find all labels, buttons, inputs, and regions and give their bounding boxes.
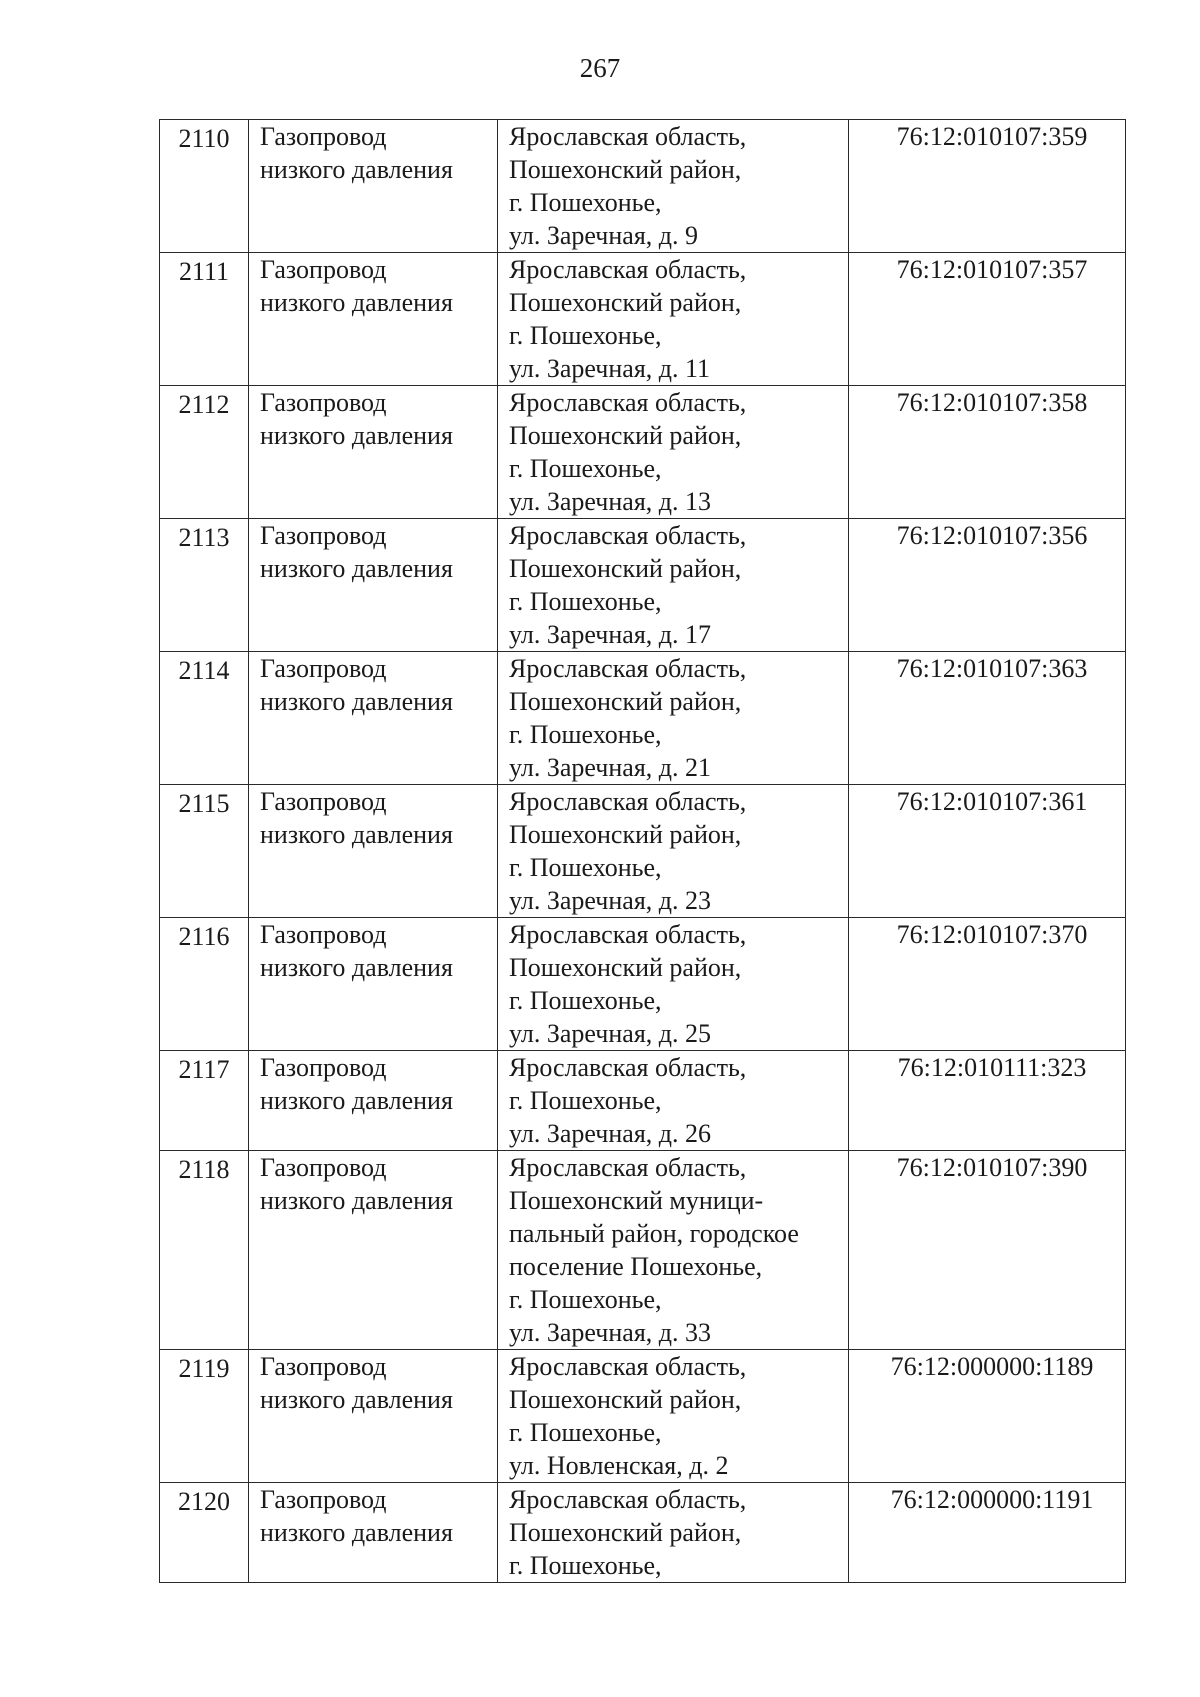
registry-table <box>159 119 1126 1583</box>
object-name-line: низкого давления <box>260 1518 453 1547</box>
cadastral-number: 76:12:010107:359 <box>849 120 1126 253</box>
address-cell <box>498 785 849 918</box>
address-line: Пошехонский район, <box>509 687 742 716</box>
object-name-line: Газопровод <box>260 787 387 816</box>
address-line: ул. Заречная, д. 11 <box>509 354 711 383</box>
object-name-line: Газопровод <box>260 1485 387 1514</box>
address-cell <box>498 918 849 1051</box>
address-line: Ярославская область, <box>509 1153 747 1182</box>
table-row <box>160 1350 1126 1483</box>
object-name-line: низкого давления <box>260 1186 453 1215</box>
object-name-cell <box>249 785 498 918</box>
address-line: ул. Заречная, д. 21 <box>509 753 712 782</box>
table-row <box>160 386 1126 519</box>
address-line: Ярославская область, <box>509 1053 747 1082</box>
cadastral-number: 76:12:010111:323 <box>849 1051 1126 1151</box>
address-line: г. Пошехонье, <box>509 188 662 217</box>
cadastral-number: 76:12:010107:356 <box>849 519 1126 652</box>
row-number: 2112 <box>160 386 249 519</box>
object-name-line: Газопровод <box>260 1153 387 1182</box>
address-line: ул. Заречная, д. 23 <box>509 886 712 915</box>
address-line: г. Пошехонье, <box>509 1551 662 1580</box>
address-cell <box>498 1483 849 1583</box>
address-line: г. Пошехонье, <box>509 1086 662 1115</box>
address-line: Пошехонский район, <box>509 421 742 450</box>
address-line: ул. Заречная, д. 33 <box>509 1318 712 1347</box>
object-name-cell <box>249 1350 498 1483</box>
object-name-cell <box>249 1151 498 1350</box>
table-row <box>160 519 1126 652</box>
registry-table-body <box>160 120 1126 1583</box>
table-row <box>160 120 1126 253</box>
object-name-line: Газопровод <box>260 1352 387 1381</box>
address-line: Пошехонский муници- <box>509 1186 764 1215</box>
address-cell <box>498 1151 849 1350</box>
address-line: ул. Заречная, д. 25 <box>509 1019 712 1048</box>
cadastral-number: 76:12:010107:363 <box>849 652 1126 785</box>
object-name-cell <box>249 1483 498 1583</box>
address-line: Пошехонский район, <box>509 1518 742 1547</box>
table-row <box>160 1483 1126 1583</box>
address-line: г. Пошехонье, <box>509 321 662 350</box>
cadastral-number: 76:12:010107:390 <box>849 1151 1126 1350</box>
object-name-line: низкого давления <box>260 155 453 184</box>
table-row <box>160 1051 1126 1151</box>
row-number: 2115 <box>160 785 249 918</box>
address-cell <box>498 1350 849 1483</box>
object-name-line: низкого давления <box>260 1385 453 1414</box>
address-line: Ярославская область, <box>509 521 747 550</box>
row-number: 2113 <box>160 519 249 652</box>
object-name-cell <box>249 519 498 652</box>
object-name-line: Газопровод <box>260 1053 387 1082</box>
cadastral-number: 76:12:010107:370 <box>849 918 1126 1051</box>
row-number: 2120 <box>160 1483 249 1583</box>
object-name-line: низкого давления <box>260 953 453 982</box>
table-row <box>160 1151 1126 1350</box>
address-line: г. Пошехонье, <box>509 986 662 1015</box>
address-line: Пошехонский район, <box>509 820 742 849</box>
address-line: г. Пошехонье, <box>509 587 662 616</box>
address-cell <box>498 120 849 253</box>
object-name-line: Газопровод <box>260 388 387 417</box>
address-line: Пошехонский район, <box>509 1385 742 1414</box>
address-line: г. Пошехонье, <box>509 720 662 749</box>
address-line: Ярославская область, <box>509 122 747 151</box>
address-line: г. Пошехонье, <box>509 853 662 882</box>
row-number: 2119 <box>160 1350 249 1483</box>
address-cell <box>498 1051 849 1151</box>
object-name-line: Газопровод <box>260 521 387 550</box>
table-row <box>160 253 1126 386</box>
address-line: ул. Новленская, д. 2 <box>509 1451 729 1480</box>
address-cell <box>498 519 849 652</box>
row-number: 2118 <box>160 1151 249 1350</box>
address-line: Ярославская область, <box>509 787 747 816</box>
row-number: 2110 <box>160 120 249 253</box>
object-name-cell <box>249 652 498 785</box>
object-name-cell <box>249 120 498 253</box>
row-number: 2114 <box>160 652 249 785</box>
object-name-line: низкого давления <box>260 1086 453 1115</box>
cadastral-number: 76:12:000000:1189 <box>849 1350 1126 1483</box>
page-number: 267 <box>579 53 621 83</box>
row-number: 2111 <box>160 253 249 386</box>
address-line: Пошехонский район, <box>509 953 742 982</box>
address-line: Ярославская область, <box>509 388 747 417</box>
object-name-line: низкого давления <box>260 288 453 317</box>
object-name-line: низкого давления <box>260 687 453 716</box>
address-line: Ярославская область, <box>509 1352 747 1381</box>
object-name-line: низкого давления <box>260 820 453 849</box>
object-name-line: Газопровод <box>260 920 387 949</box>
row-number: 2117 <box>160 1051 249 1151</box>
address-cell <box>498 652 849 785</box>
address-line: г. Пошехонье, <box>509 1418 662 1447</box>
cadastral-number: 76:12:010107:358 <box>849 386 1126 519</box>
object-name-line: низкого давления <box>260 554 453 583</box>
address-line: Пошехонский район, <box>509 155 742 184</box>
address-line: ул. Заречная, д. 13 <box>509 487 712 516</box>
object-name-cell <box>249 1051 498 1151</box>
address-line: Ярославская область, <box>509 1485 747 1514</box>
table-row <box>160 785 1126 918</box>
address-line: ул. Заречная, д. 9 <box>509 221 699 250</box>
table-row <box>160 652 1126 785</box>
object-name-line: Газопровод <box>260 122 387 151</box>
object-name-cell <box>249 253 498 386</box>
address-line: г. Пошехонье, <box>509 454 662 483</box>
address-cell <box>498 386 849 519</box>
address-line: пальный район, городское <box>509 1219 799 1248</box>
object-name-cell <box>249 386 498 519</box>
address-line: Ярославская область, <box>509 654 747 683</box>
address-line: Ярославская область, <box>509 920 747 949</box>
object-name-line: низкого давления <box>260 421 453 450</box>
cadastral-number: 76:12:000000:1191 <box>849 1483 1126 1583</box>
address-cell <box>498 253 849 386</box>
address-line: г. Пошехонье, <box>509 1285 662 1314</box>
object-name-line: Газопровод <box>260 255 387 284</box>
table-row <box>160 918 1126 1051</box>
address-line: Пошехонский район, <box>509 288 742 317</box>
row-number: 2116 <box>160 918 249 1051</box>
object-name-line: Газопровод <box>260 654 387 683</box>
address-line: Пошехонский район, <box>509 554 742 583</box>
address-line: ул. Заречная, д. 26 <box>509 1119 712 1148</box>
address-line: Ярославская область, <box>509 255 747 284</box>
object-name-cell <box>249 918 498 1051</box>
cadastral-number: 76:12:010107:361 <box>849 785 1126 918</box>
cadastral-number: 76:12:010107:357 <box>849 253 1126 386</box>
address-line: поселение Пошехонье, <box>509 1252 763 1281</box>
address-line: ул. Заречная, д. 17 <box>509 620 712 649</box>
